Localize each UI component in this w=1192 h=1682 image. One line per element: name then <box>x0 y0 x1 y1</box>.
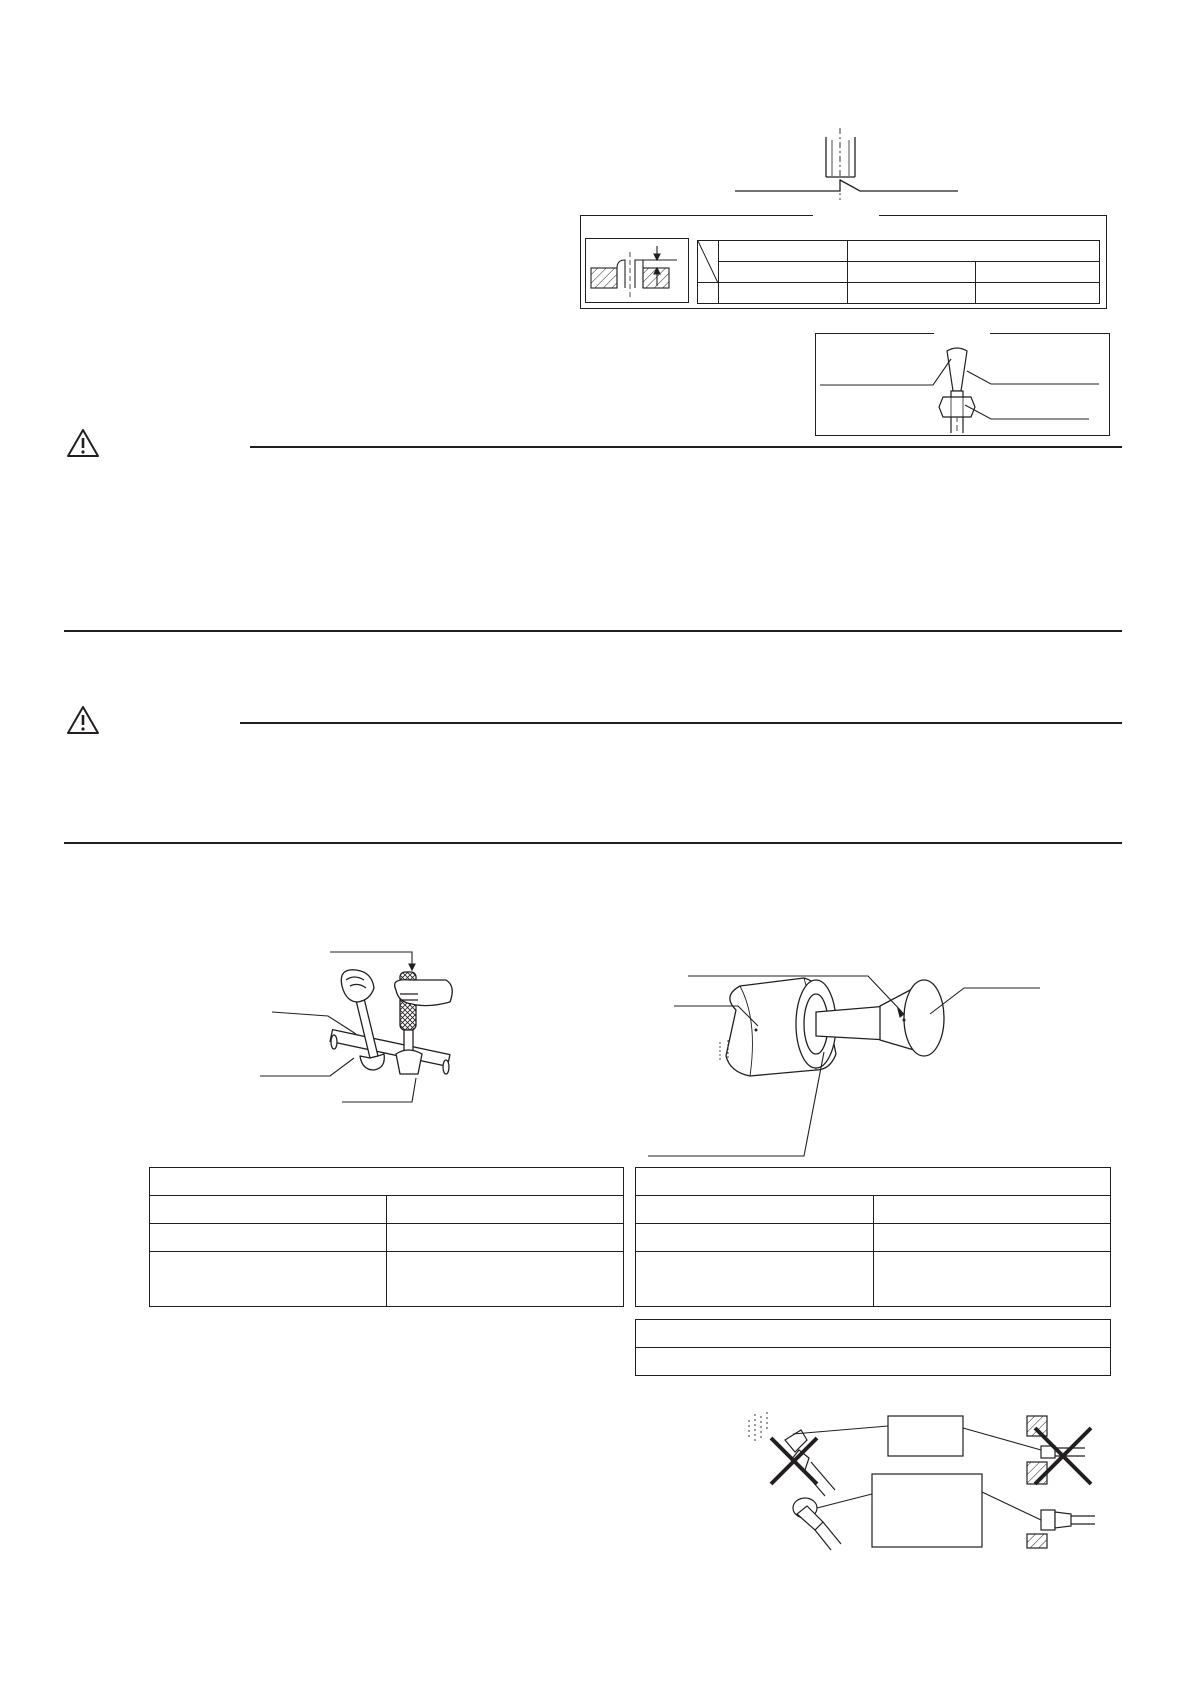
table-cell <box>150 1224 387 1252</box>
flare-nut-icon <box>815 333 1115 443</box>
table-cell <box>848 283 976 304</box>
table-header-cell <box>150 1168 624 1196</box>
table-header-cell <box>848 262 976 283</box>
warning-header-rule <box>250 446 1122 448</box>
warning-footer-rule <box>64 630 1122 632</box>
table-header-cell <box>150 1196 387 1224</box>
table-cell <box>387 1224 624 1252</box>
table-cell <box>874 1252 1111 1307</box>
caution-header-rule <box>240 722 1122 724</box>
warning-triangle-icon <box>66 705 100 735</box>
table-header-cell <box>848 241 1100 262</box>
table-header-cell <box>874 1196 1111 1224</box>
table-header-cell <box>636 1320 1111 1348</box>
table-cell <box>698 283 719 304</box>
table-header-cell <box>719 241 848 262</box>
table-cell <box>387 1252 624 1307</box>
torque-table-left <box>149 1167 624 1307</box>
label-box-top <box>888 1416 963 1456</box>
torque-table-right <box>635 1167 1111 1307</box>
table-cell <box>636 1224 874 1252</box>
note-table-right <box>635 1319 1111 1376</box>
correct-incorrect-connection-icon <box>745 1400 1115 1550</box>
table-cell <box>636 1348 1111 1376</box>
table-header-cell <box>636 1168 1111 1196</box>
table-header-cell <box>387 1196 624 1224</box>
table-cell <box>874 1224 1111 1252</box>
table-header-cell <box>719 262 848 283</box>
warning-triangle-icon <box>66 428 100 458</box>
two-wrenches-hands-icon <box>250 950 470 1130</box>
flare-section-hatched-icon <box>585 238 695 308</box>
table-cell <box>636 1252 874 1307</box>
table-header-cell <box>976 262 1100 283</box>
table-header-diagonal <box>698 241 719 283</box>
table-cell <box>976 283 1100 304</box>
table-cell <box>150 1252 387 1307</box>
table-cell <box>719 283 848 304</box>
flare-nut-oil-icon <box>640 960 1100 1160</box>
caution-footer-rule <box>64 842 1122 844</box>
flare-dimension-table <box>697 240 1100 304</box>
table-header-cell <box>636 1196 874 1224</box>
label-box-bottom <box>872 1474 982 1547</box>
